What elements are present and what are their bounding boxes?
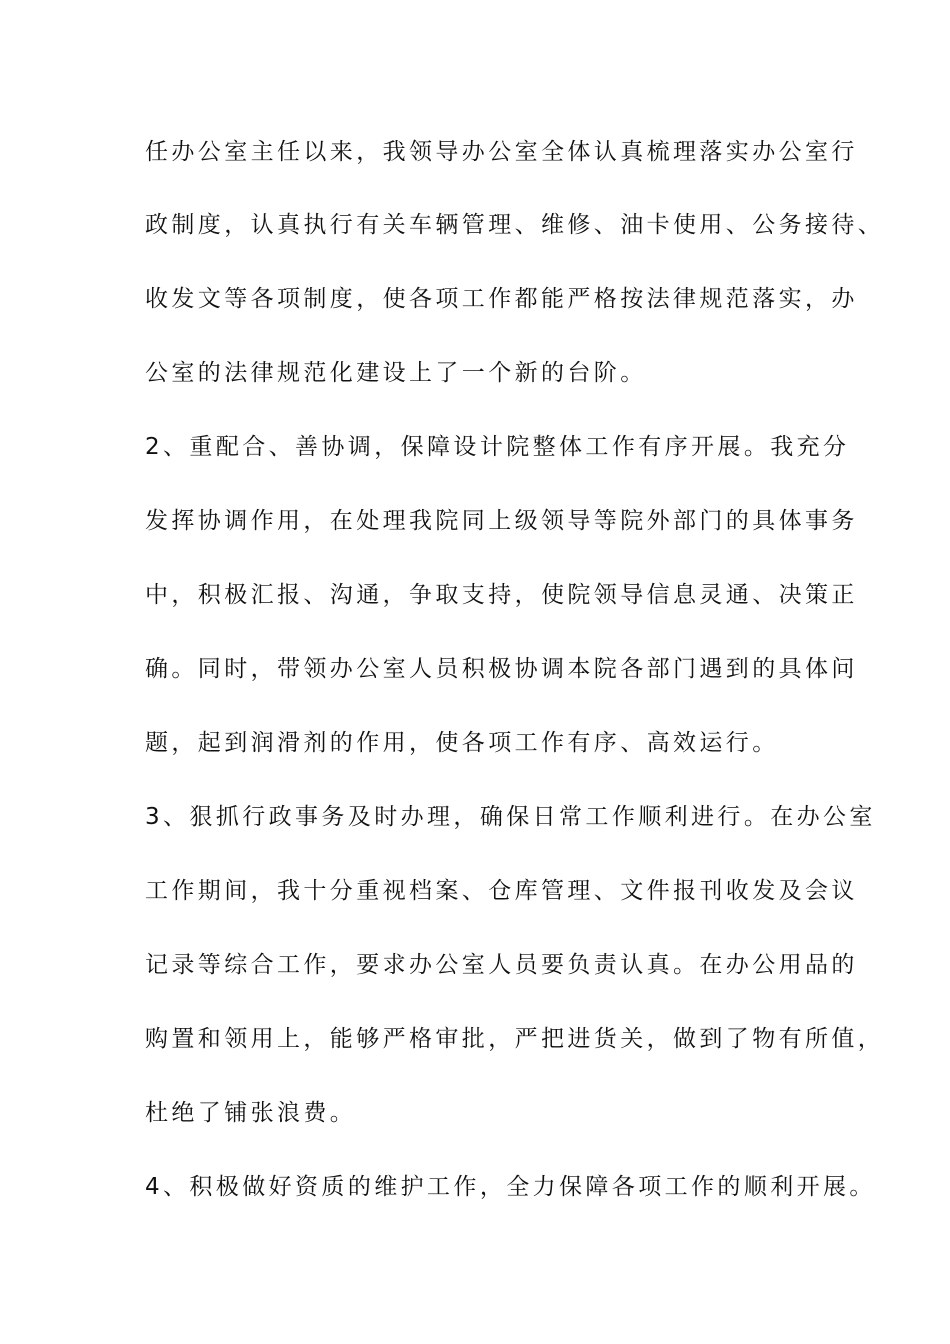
text-line: 杜绝了铺张浪费。 bbox=[145, 1100, 357, 1126]
text-line: 发挥协调作用，在处理我院同上级领导等院外部门的具体事务 bbox=[145, 508, 858, 534]
text-line: 题，起到润滑剂的作用，使各项工作有序、高效运行。 bbox=[145, 730, 779, 756]
text-line: 工作期间，我十分重视档案、仓库管理、文件报刊收发及会议 bbox=[145, 878, 858, 904]
text-line: 2、重配合、善协调，保障设计院整体工作有序开展。我充分 bbox=[145, 434, 850, 460]
text-line: 任办公室主任以来，我领导办公室全体认真梳理落实办公室行 bbox=[145, 139, 858, 165]
text-line: 购置和领用上，能够严格审批，严把进货关，做到了物有所值， bbox=[145, 1026, 885, 1052]
text-line: 政制度，认真执行有关车辆管理、维修、油卡使用、公务接待、 bbox=[145, 212, 885, 238]
text-line: 收发文等各项制度，使各项工作都能严格按法律规范落实，办 bbox=[145, 286, 858, 312]
text-line: 公室的法律规范化建设上了一个新的台阶。 bbox=[145, 360, 647, 386]
text-line: 确。同时，带领办公室人员积极协调本院各部门遇到的具体问 bbox=[145, 656, 858, 682]
text-line: 中，积极汇报、沟通，争取支持，使院领导信息灵通、决策正 bbox=[145, 582, 858, 608]
text-line: 3、狠抓行政事务及时办理，确保日常工作顺利进行。在办公室 bbox=[145, 804, 876, 830]
text-line: 4、积极做好资质的维护工作，全力保障各项工作的顺利开展。 bbox=[145, 1174, 876, 1200]
text-line: 记录等综合工作，要求办公室人员要负责认真。在办公用品的 bbox=[145, 952, 858, 978]
